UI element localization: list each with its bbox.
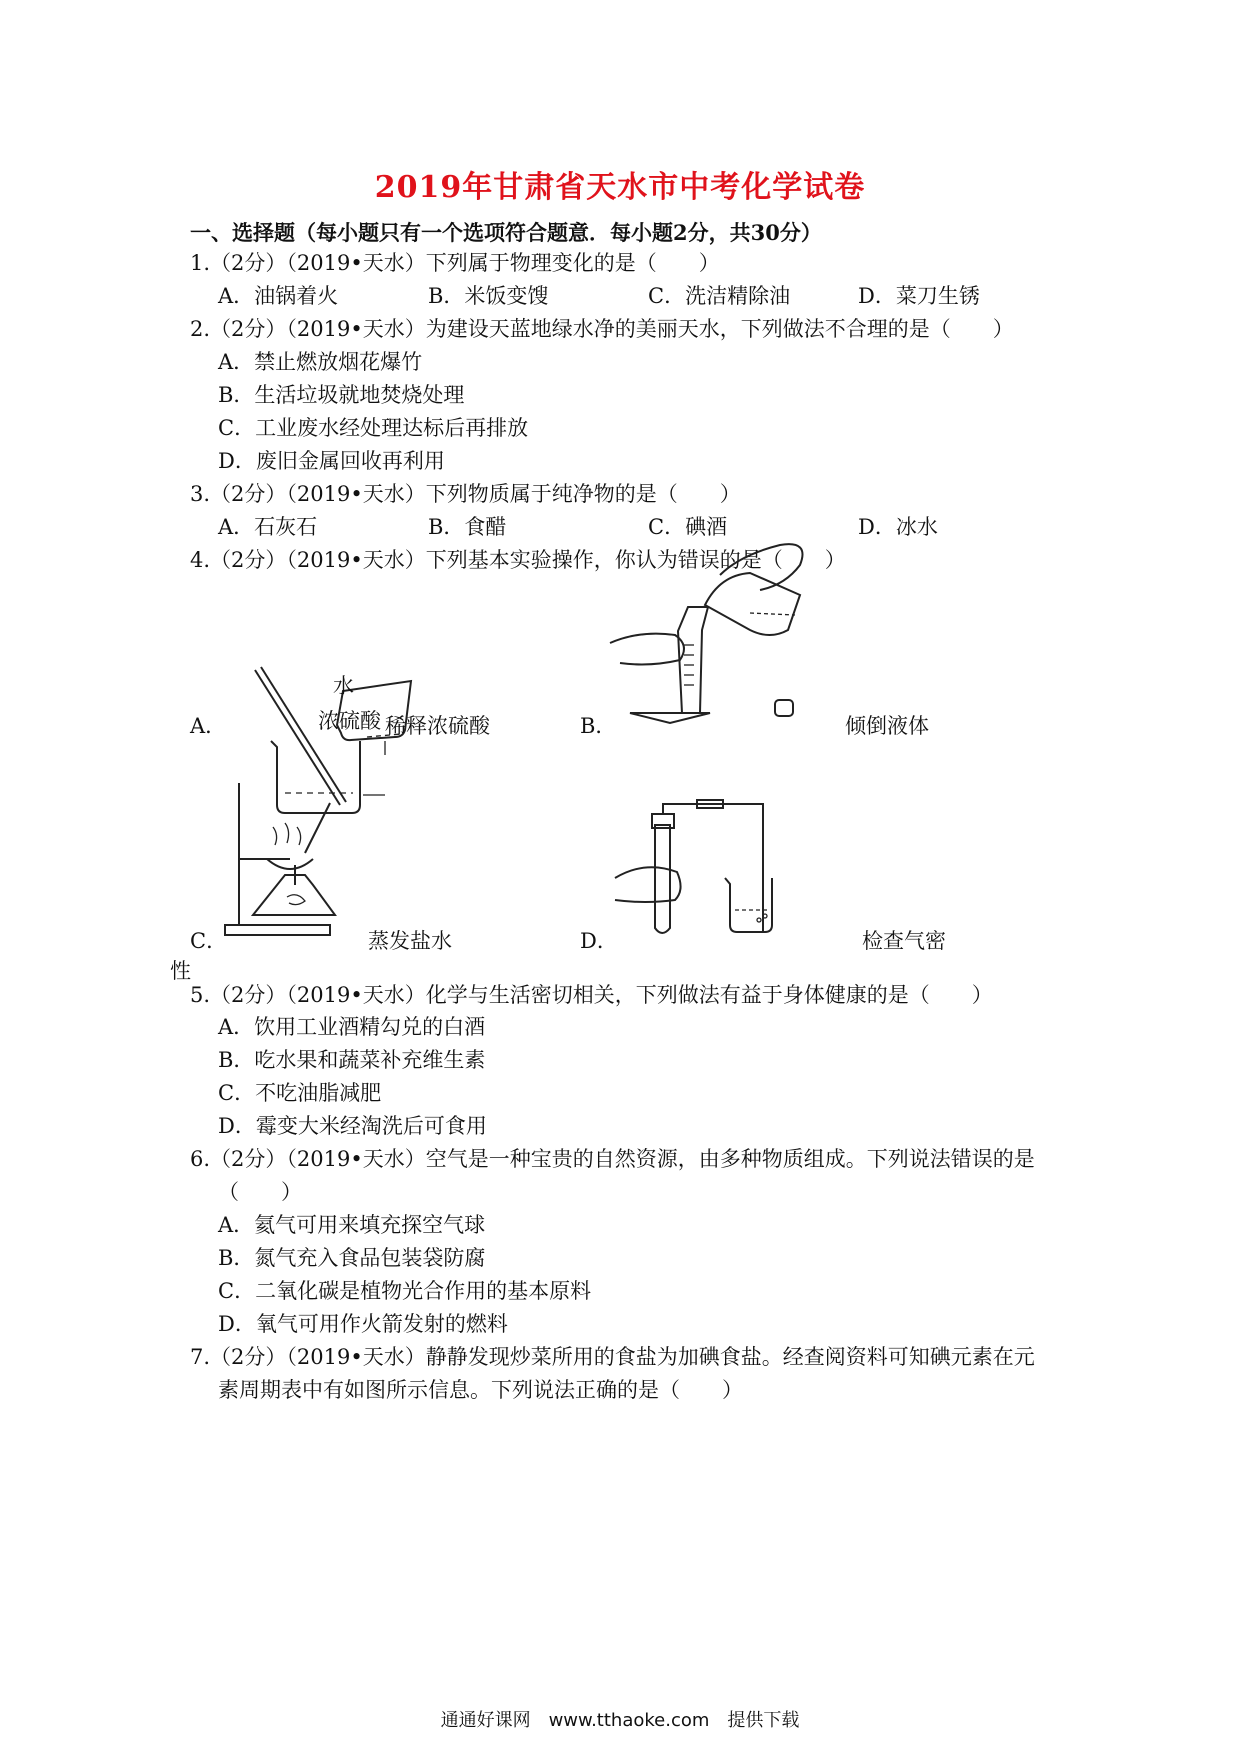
figure-c-letter: C． <box>190 929 228 953</box>
figure-a-water-label: 水 <box>333 674 354 698</box>
question-3-stem: 3.（2分）（2019•天水）下列物质属于纯净物的是（ ） <box>190 482 741 506</box>
q6-option-c: C．二氧化碳是植物光合作用的基本原料 <box>218 1279 592 1303</box>
q5-option-d: D．霉变大米经淘洗后可食用 <box>218 1114 487 1138</box>
q1-option-b: B．米饭变馊 <box>428 284 549 308</box>
figure-a-acid-label: 浓硫酸 <box>318 709 381 733</box>
figure-b-letter: B． <box>580 714 617 738</box>
figure-d-caption-cont: 性 <box>170 959 191 983</box>
figure-d-letter: D． <box>580 929 618 953</box>
q2-option-d: D．废旧金属回收再利用 <box>218 449 445 473</box>
page-title: 2019年甘肃省天水市中考化学试卷 <box>374 170 866 205</box>
question-6-stem-cont: （ ） <box>218 1180 302 1204</box>
figure-b-pouring <box>610 535 850 735</box>
question-4-stem: 4.（2分）（2019•天水）下列基本实验操作，你认为错误的是（ ） <box>190 548 846 572</box>
question-2-stem: 2.（2分）（2019•天水）为建设天蓝地绿水净的美丽天水，下列做法不合理的是（ ） <box>190 317 1014 341</box>
question-7-stem: 7.（2分）（2019•天水）静静发现炒菜所用的食盐为加碘食盐。经查阅资料可知碘元素在元 <box>190 1345 1035 1369</box>
q1-option-a: A．油锅着火 <box>218 284 339 308</box>
question-7-stem-cont: 素周期表中有如图所示信息。下列说法正确的是（ ） <box>218 1378 743 1402</box>
q3-option-a: A．石灰石 <box>218 515 318 539</box>
q3-option-c: C．碘酒 <box>648 515 728 539</box>
q6-option-a: A．氦气可用来填充探空气球 <box>218 1213 486 1237</box>
q3-option-d: D．冰水 <box>858 515 938 539</box>
section-heading: 一、选择题（每小题只有一个选项符合题意．每小题2分，共30分） <box>190 220 822 245</box>
page-footer: 通通好课网 www.tthaoke.com 提供下载 <box>440 1710 800 1731</box>
figure-c-caption: 蒸发盐水 <box>368 929 452 953</box>
q6-option-d: D．氧气可用作火箭发射的燃料 <box>218 1312 508 1336</box>
q1-option-c: C．洗洁精除油 <box>648 284 791 308</box>
q1-option-d: D．菜刀生锈 <box>858 284 980 308</box>
q2-option-b: B．生活垃圾就地焚烧处理 <box>218 383 465 407</box>
figure-a-letter: A． <box>190 714 227 738</box>
q2-option-c: C．工业废水经处理达标后再排放 <box>218 416 529 440</box>
q5-option-c: C．不吃油脂减肥 <box>218 1081 382 1105</box>
question-6-stem: 6.（2分）（2019•天水）空气是一种宝贵的自然资源，由多种物质组成。下列说法错误的是 <box>190 1147 1035 1171</box>
q5-option-a: A．饮用工业酒精勾兑的白酒 <box>218 1015 486 1039</box>
question-5-stem: 5.（2分）（2019•天水）化学与生活密切相关，下列做法有益于身体健康的是（ ） <box>190 983 993 1007</box>
q3-option-b: B．食醋 <box>428 515 507 539</box>
q5-option-b: B．吃水果和蔬菜补充维生素 <box>218 1048 486 1072</box>
figure-c-evaporation <box>225 775 355 940</box>
question-1-stem: 1.（2分）（2019•天水）下列属于物理变化的是（ ） <box>190 251 720 275</box>
figure-a-caption: 稀释浓硫酸 <box>385 714 490 738</box>
q6-option-b: B．氮气充入食品包装袋防腐 <box>218 1246 486 1270</box>
figure-d-caption: 检查气密 <box>862 929 946 953</box>
figure-d-airtightness <box>615 800 785 940</box>
q2-option-a: A．禁止燃放烟花爆竹 <box>218 350 423 374</box>
figure-b-caption: 倾倒液体 <box>845 714 929 738</box>
